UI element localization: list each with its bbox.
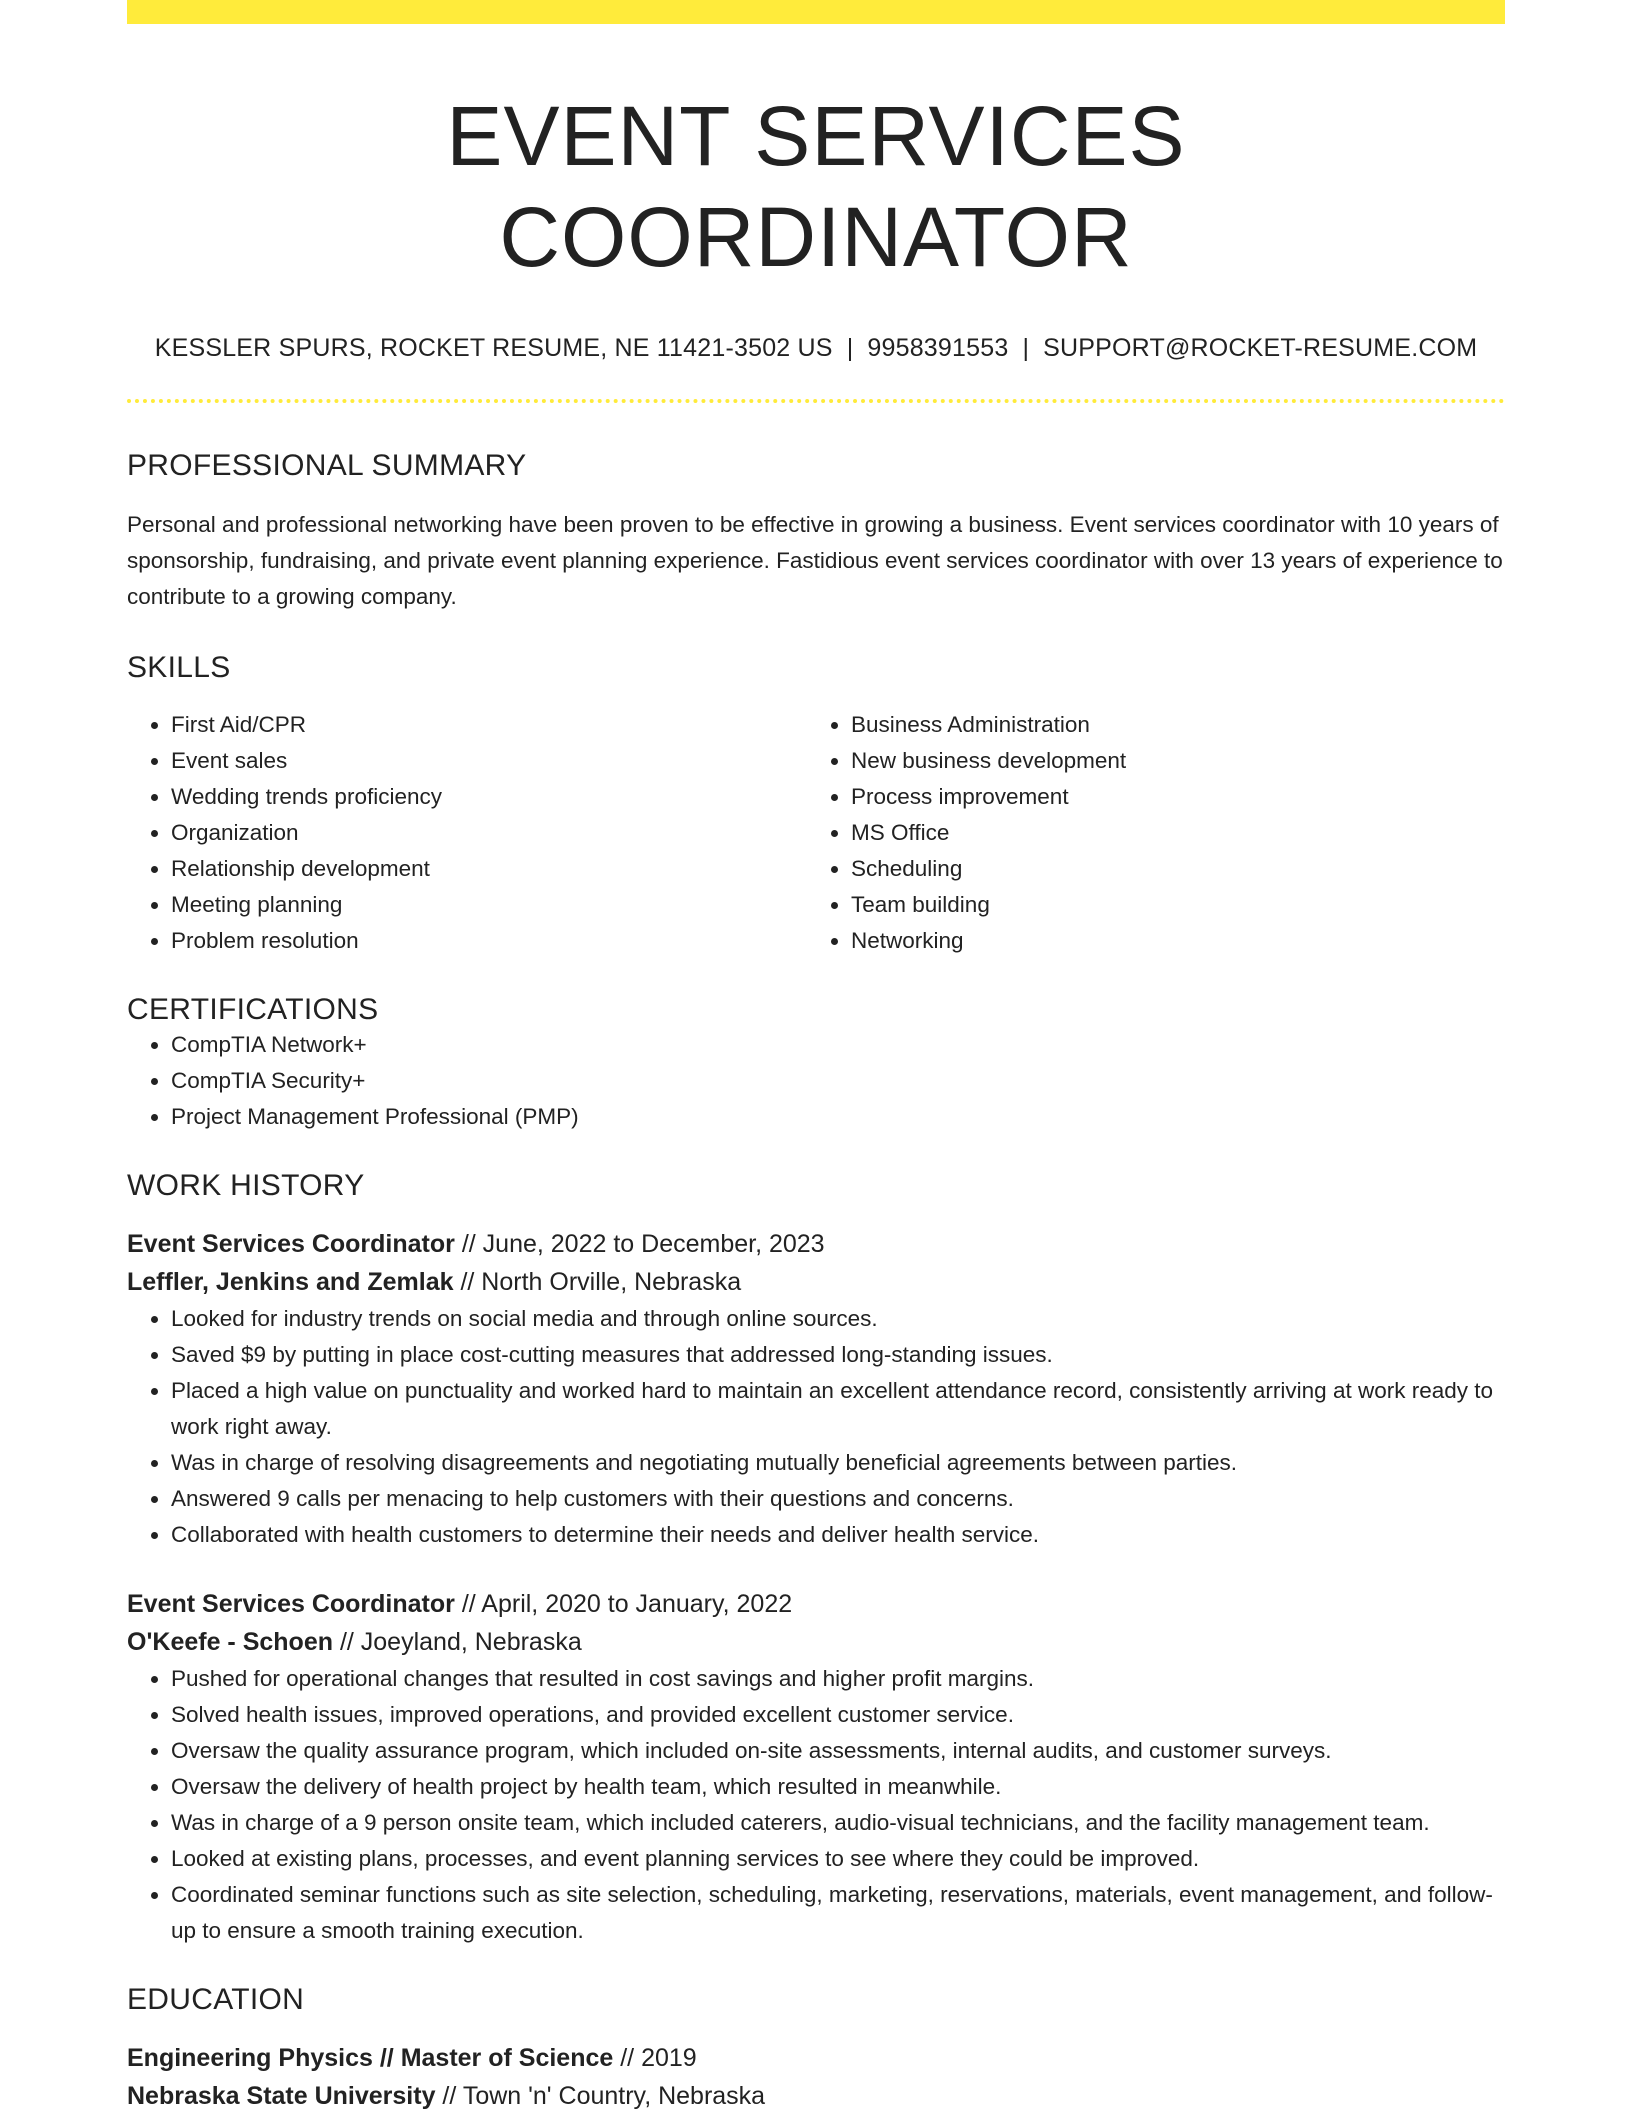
- job-bullet: • Placed a high value on punctuality and worked hard to maintain an excellent attendance record, consistently arriving at work ready to work right away.: [171, 1373, 1505, 1445]
- skills-list-left: [127, 707, 807, 959]
- skills-list-right: [807, 707, 1487, 959]
- contact-email: SUPPORT@ROCKET-RESUME.COM: [1043, 333, 1478, 362]
- job-location: // North Orville, Nebraska: [453, 1267, 742, 1296]
- resume-page: [127, 0, 1505, 2115]
- skill-item: • Event sales: [171, 743, 807, 779]
- skill-item: • First Aid/CPR: [171, 707, 807, 743]
- education-school-line: [127, 2077, 1505, 2115]
- job-2-role-line: [127, 1585, 1505, 1623]
- contact-address: KESSLER SPURS, ROCKET RESUME, NE 11421-3502 US: [154, 333, 833, 362]
- job-bullet: • Was in charge of resolving disagreements and negotiating mutually beneficial agreements between parties.: [171, 1445, 1505, 1481]
- skill-item: • Team building: [851, 887, 1487, 923]
- education-entry: [127, 2039, 1505, 2115]
- job-role: Event Services Coordinator: [127, 1229, 455, 1258]
- contact-line: [127, 334, 1505, 363]
- job-dates: // April, 2020 to January, 2022: [454, 1589, 793, 1618]
- education-heading: EDUCATION: [127, 1982, 305, 2016]
- job-bullet: • Coordinated seminar functions such as site selection, scheduling, marketing, reservations, materials, event management, and follow-up to ensure a smooth training execution.: [171, 1877, 1505, 1949]
- skills-columns: [127, 707, 1505, 959]
- job-company: O'Keefe - Schoen: [127, 1627, 333, 1656]
- education-school: Nebraska State University: [127, 2081, 436, 2110]
- skill-item: • Relationship development: [171, 851, 807, 887]
- skill-item: • New business development: [851, 743, 1487, 779]
- education-year: // 2019: [613, 2043, 697, 2072]
- skills-heading: SKILLS: [127, 650, 231, 684]
- job-bullet: • Saved $9 by putting in place cost-cutting measures that addressed long-standing issues.: [171, 1337, 1505, 1373]
- job-dates: // June, 2022 to December, 2023: [454, 1229, 825, 1258]
- job-1-bullets: [127, 1301, 1505, 1553]
- summary-text: Personal and professional networking have been proven to be effective in growing a business. Event services coordinator with 10 years of sponsorship, fundraising, and private event planning experience. Fastidious event services coordinator with over 13 years of experience to contribute to a growing company.: [127, 511, 1503, 609]
- skill-item: • Meeting planning: [171, 887, 807, 923]
- certification-item: • CompTIA Network+: [171, 1027, 1505, 1063]
- job-2-company-line: [127, 1623, 1505, 1661]
- certification-item: • Project Management Professional (PMP): [171, 1099, 1505, 1135]
- job-1-role-line: [127, 1225, 1505, 1263]
- contact-phone: 9958391553: [867, 333, 1009, 362]
- work-history-heading: WORK HISTORY: [127, 1168, 365, 1202]
- job-location: // Joeyland, Nebraska: [333, 1627, 582, 1656]
- accent-top-bar: [127, 0, 1505, 24]
- education-degree: Engineering Physics // Master of Science: [127, 2043, 614, 2072]
- job-bullet: • Collaborated with health customers to determine their needs and deliver health service.: [171, 1517, 1505, 1553]
- job-bullet: • Solved health issues, improved operations, and provided excellent customer service.: [171, 1697, 1505, 1733]
- certification-item: • CompTIA Security+: [171, 1063, 1505, 1099]
- education-location: // Town 'n' Country, Nebraska: [435, 2081, 766, 2110]
- job-bullet: • Looked at existing plans, processes, and event planning services to see where they could be improved.: [171, 1841, 1505, 1877]
- skill-item: • Process improvement: [851, 779, 1487, 815]
- certifications-heading: CERTIFICATIONS: [127, 992, 379, 1026]
- job-bullet: • Oversaw the quality assurance program, which included on-site assessments, internal audits, and customer surveys.: [171, 1733, 1505, 1769]
- skill-item: • Networking: [851, 923, 1487, 959]
- job-bullet: • Looked for industry trends on social media and through online sources.: [171, 1301, 1505, 1337]
- job-role: Event Services Coordinator: [127, 1589, 455, 1618]
- job-company: Leffler, Jenkins and Zemlak: [127, 1267, 454, 1296]
- resume-title: EVENT SERVICES COORDINATOR: [446, 89, 1186, 284]
- job-bullet: • Oversaw the delivery of health project by health team, which resulted in meanwhile.: [171, 1769, 1505, 1805]
- contact-separator: |: [846, 333, 854, 362]
- job-2-bullets: [127, 1661, 1505, 1949]
- skill-item: • Organization: [171, 815, 807, 851]
- dotted-divider: [127, 399, 1505, 403]
- certifications-list: [127, 1027, 1505, 1135]
- summary-heading: PROFESSIONAL SUMMARY: [127, 448, 527, 482]
- skill-item: • MS Office: [851, 815, 1487, 851]
- job-bullet: • Was in charge of a 9 person onsite team, which included caterers, audio-visual technicians, and the facility management team.: [171, 1805, 1505, 1841]
- job-2-header: [127, 1585, 1505, 1661]
- job-bullet: • Pushed for operational changes that resulted in cost savings and higher profit margins.: [171, 1661, 1505, 1697]
- job-1-header: [127, 1225, 1505, 1301]
- skill-item: • Scheduling: [851, 851, 1487, 887]
- skill-item: • Problem resolution: [171, 923, 807, 959]
- job-1-company-line: [127, 1263, 1505, 1301]
- job-bullet: • Answered 9 calls per menacing to help customers with their questions and concerns.: [171, 1481, 1505, 1517]
- contact-separator: |: [1022, 333, 1030, 362]
- skill-item: • Wedding trends proficiency: [171, 779, 807, 815]
- education-degree-line: [127, 2039, 1505, 2077]
- skill-item: • Business Administration: [851, 707, 1487, 743]
